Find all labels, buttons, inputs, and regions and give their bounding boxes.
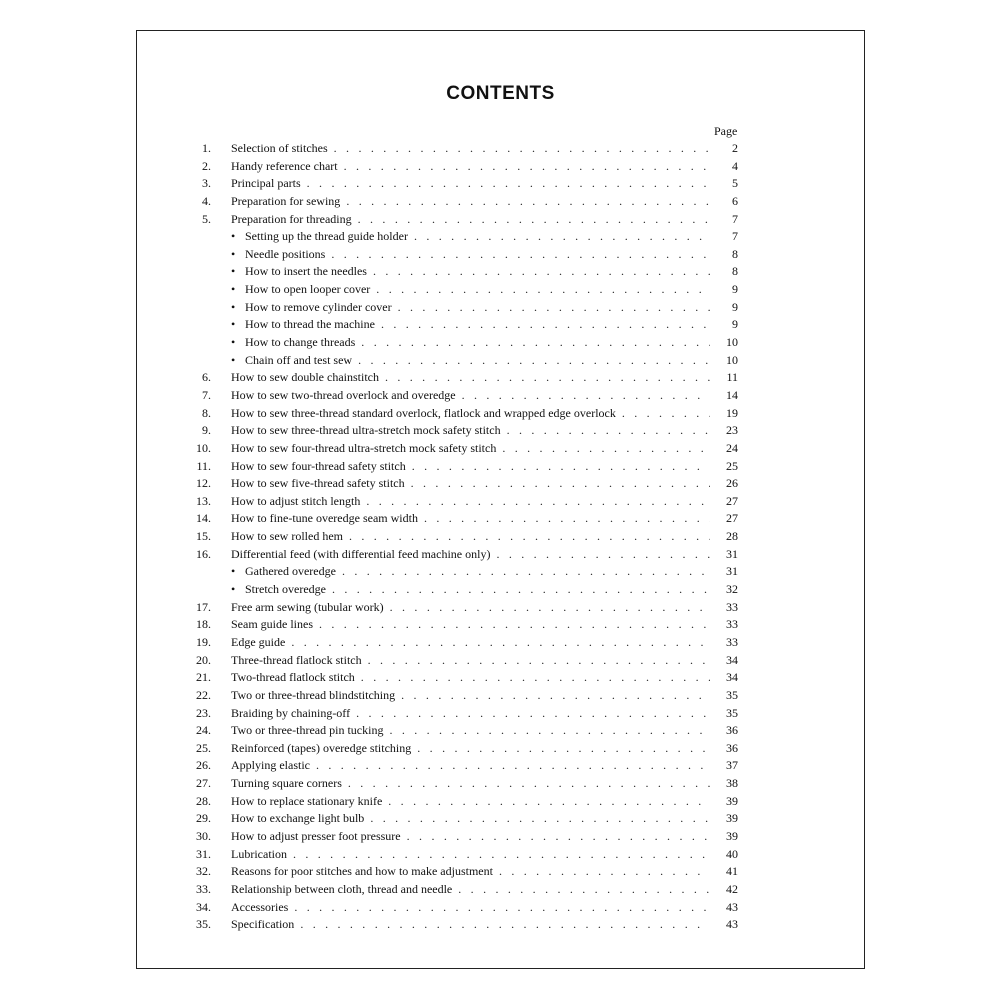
dot-leader bbox=[424, 511, 710, 526]
page-column-heading: Page bbox=[714, 124, 738, 138]
toc-subentry bbox=[165, 335, 738, 353]
entry-number: 20. bbox=[196, 652, 211, 667]
entry-page-number: 41 bbox=[726, 864, 738, 879]
toc-subentry bbox=[165, 317, 738, 335]
entry-label: Specification bbox=[231, 917, 295, 932]
entry-label: Reinforced (tapes) overedge stitching bbox=[231, 740, 412, 755]
entry-label: Braiding by chaining-off bbox=[231, 705, 351, 720]
toc-entry bbox=[165, 441, 738, 459]
entry-label: How to sew double chainstitch bbox=[231, 370, 379, 385]
entry-label: Two-thread flatlock stitch bbox=[231, 670, 355, 685]
entry-number: 4. bbox=[202, 193, 211, 208]
entry-page-number: 33 bbox=[726, 617, 738, 632]
dot-leader bbox=[332, 582, 710, 597]
dot-leader bbox=[331, 247, 710, 262]
dot-leader bbox=[319, 617, 710, 632]
entry-number: 35. bbox=[196, 917, 211, 932]
entry-page-number: 36 bbox=[726, 740, 738, 755]
entry-number: 8. bbox=[202, 405, 211, 420]
entry-label: How to exchange light bulb bbox=[231, 811, 365, 826]
toc-entry bbox=[165, 847, 738, 865]
entry-page-number: 27 bbox=[726, 511, 738, 526]
entry-number: 30. bbox=[196, 828, 211, 843]
dot-leader bbox=[414, 229, 710, 244]
entry-page-number: 7 bbox=[732, 229, 738, 244]
entry-page-number: 40 bbox=[726, 846, 738, 861]
entry-page-number: 35 bbox=[726, 705, 738, 720]
toc-entry bbox=[165, 900, 738, 918]
entry-number: 19. bbox=[196, 634, 211, 649]
dot-leader bbox=[291, 635, 710, 650]
entry-number: 5. bbox=[202, 211, 211, 226]
bullet-icon: • bbox=[231, 582, 236, 597]
entry-page-number: 32 bbox=[726, 582, 738, 597]
entry-label: Lubrication bbox=[231, 846, 287, 861]
dot-leader bbox=[342, 564, 710, 579]
toc-subentry bbox=[165, 564, 738, 582]
entry-page-number: 28 bbox=[726, 529, 738, 544]
entry-label: How to sew rolled hem bbox=[231, 529, 343, 544]
toc-subentry bbox=[165, 247, 738, 265]
dot-leader bbox=[346, 194, 710, 209]
entry-label: Chain off and test sew bbox=[245, 352, 353, 367]
entry-number: 13. bbox=[196, 493, 211, 508]
dot-leader bbox=[417, 741, 710, 756]
entry-page-number: 34 bbox=[726, 670, 738, 685]
entry-number: 32. bbox=[196, 864, 211, 879]
entry-number: 26. bbox=[196, 758, 211, 773]
entry-number: 3. bbox=[202, 176, 211, 191]
entry-label: Accessories bbox=[231, 899, 289, 914]
entry-number: 10. bbox=[196, 440, 211, 455]
dot-leader bbox=[389, 723, 710, 738]
entry-number: 28. bbox=[196, 793, 211, 808]
entry-label: Two or three-thread pin tucking bbox=[231, 723, 384, 738]
toc-entry bbox=[165, 176, 738, 194]
toc-entry bbox=[165, 194, 738, 212]
entry-page-number: 42 bbox=[726, 881, 738, 896]
entry-label: How to remove cylinder cover bbox=[245, 299, 392, 314]
dot-leader bbox=[388, 794, 710, 809]
dot-leader bbox=[294, 900, 710, 915]
dot-leader bbox=[348, 776, 710, 791]
entry-page-number: 23 bbox=[726, 423, 738, 438]
bullet-icon: • bbox=[231, 352, 236, 367]
toc-subentry bbox=[165, 582, 738, 600]
entry-page-number: 33 bbox=[726, 634, 738, 649]
entry-number: 25. bbox=[196, 740, 211, 755]
entry-label: Relationship between cloth, thread and needle bbox=[231, 881, 453, 896]
toc-entry bbox=[165, 459, 738, 477]
entry-label: How to sew four-thread ultra-stretch mock safety stitch bbox=[231, 440, 497, 455]
entry-page-number: 25 bbox=[726, 458, 738, 473]
entry-page-number: 4 bbox=[732, 158, 738, 173]
entry-page-number: 27 bbox=[726, 493, 738, 508]
entry-page-number: 39 bbox=[726, 811, 738, 826]
toc-entry bbox=[165, 423, 738, 441]
toc-entry bbox=[165, 653, 738, 671]
entry-number: 18. bbox=[196, 617, 211, 632]
entry-label: Applying elastic bbox=[231, 758, 310, 773]
entry-page-number: 9 bbox=[732, 317, 738, 332]
entry-page-number: 24 bbox=[726, 440, 738, 455]
entry-number: 27. bbox=[196, 776, 211, 791]
entry-label: Handy reference chart bbox=[231, 158, 338, 173]
dot-leader bbox=[507, 423, 710, 438]
bullet-icon: • bbox=[231, 335, 236, 350]
entry-page-number: 43 bbox=[726, 917, 738, 932]
dot-leader bbox=[334, 141, 710, 156]
dot-leader bbox=[385, 370, 710, 385]
entry-number: 11. bbox=[196, 458, 211, 473]
entry-page-number: 10 bbox=[726, 335, 738, 350]
dot-leader bbox=[458, 882, 710, 897]
toc-entry bbox=[165, 212, 738, 230]
entry-number: 24. bbox=[196, 723, 211, 738]
entry-number: 14. bbox=[196, 511, 211, 526]
dot-leader bbox=[502, 441, 710, 456]
toc-entry bbox=[165, 758, 738, 776]
dot-leader bbox=[496, 547, 710, 562]
dot-leader bbox=[358, 353, 710, 368]
entry-label: Differential feed (with differential feed machine only) bbox=[231, 546, 491, 561]
entry-label: Needle positions bbox=[245, 246, 326, 261]
toc-entry bbox=[165, 476, 738, 494]
entry-label: Selection of stitches bbox=[231, 141, 328, 155]
entry-label: How to adjust presser foot pressure bbox=[231, 828, 401, 843]
toc-entry bbox=[165, 617, 738, 635]
entry-number: 9. bbox=[202, 423, 211, 438]
toc-entry bbox=[165, 882, 738, 900]
toc-entry bbox=[165, 529, 738, 547]
bullet-icon: • bbox=[231, 299, 236, 314]
entry-page-number: 5 bbox=[732, 176, 738, 191]
dot-leader bbox=[344, 159, 710, 174]
entry-label: How to adjust stitch length bbox=[231, 493, 361, 508]
entry-label: Edge guide bbox=[231, 634, 286, 649]
entry-page-number: 39 bbox=[726, 828, 738, 843]
entry-page-number: 9 bbox=[732, 282, 738, 297]
table-of-contents bbox=[165, 141, 738, 935]
page-title: CONTENTS bbox=[446, 83, 555, 104]
dot-leader bbox=[407, 829, 710, 844]
toc-subentry bbox=[165, 300, 738, 318]
document-page bbox=[136, 30, 865, 969]
entry-label: Turning square corners bbox=[231, 776, 342, 791]
entry-number: 17. bbox=[196, 599, 211, 614]
entry-label: Seam guide lines bbox=[231, 617, 313, 632]
entry-number: 7. bbox=[202, 387, 211, 402]
entry-number: 15. bbox=[196, 529, 211, 544]
toc-entry bbox=[165, 547, 738, 565]
toc-entry bbox=[165, 706, 738, 724]
toc-entry bbox=[165, 406, 738, 424]
dot-leader bbox=[381, 317, 710, 332]
entry-page-number: 6 bbox=[732, 193, 738, 208]
entry-page-number: 2 bbox=[732, 141, 738, 155]
toc-entry bbox=[165, 635, 738, 653]
dot-leader bbox=[411, 476, 710, 491]
toc-entry bbox=[165, 600, 738, 618]
toc-entry bbox=[165, 829, 738, 847]
entry-page-number: 36 bbox=[726, 723, 738, 738]
entry-label: Stretch overedge bbox=[245, 582, 326, 597]
entry-label: Preparation for sewing bbox=[231, 193, 341, 208]
toc-subentry bbox=[165, 264, 738, 282]
toc-entry bbox=[165, 776, 738, 794]
toc-entry bbox=[165, 864, 738, 882]
entry-page-number: 7 bbox=[732, 211, 738, 226]
dot-leader bbox=[361, 670, 710, 685]
dot-leader bbox=[622, 406, 710, 421]
entry-label: How to sew three-thread ultra-stretch mock safety stitch bbox=[231, 423, 501, 438]
dot-leader bbox=[412, 459, 710, 474]
entry-label: How to change threads bbox=[245, 335, 356, 350]
dot-leader bbox=[370, 811, 710, 826]
entry-page-number: 34 bbox=[726, 652, 738, 667]
entry-number: 22. bbox=[196, 687, 211, 702]
entry-page-number: 43 bbox=[726, 899, 738, 914]
bullet-icon: • bbox=[231, 246, 236, 261]
toc-entry bbox=[165, 670, 738, 688]
entry-page-number: 37 bbox=[726, 758, 738, 773]
toc-entry bbox=[165, 141, 738, 159]
entry-label: How to insert the needles bbox=[245, 264, 367, 279]
entry-label: Principal parts bbox=[231, 176, 301, 191]
dot-leader bbox=[376, 282, 710, 297]
bullet-icon: • bbox=[231, 229, 236, 244]
dot-leader bbox=[366, 494, 710, 509]
entry-label: How to thread the machine bbox=[245, 317, 375, 332]
entry-number: 34. bbox=[196, 899, 211, 914]
dot-leader bbox=[300, 917, 710, 932]
toc-entry bbox=[165, 511, 738, 529]
entry-number: 33. bbox=[196, 881, 211, 896]
dot-leader bbox=[316, 758, 710, 773]
entry-number: 12. bbox=[196, 476, 211, 491]
entry-label: How to sew two-thread overlock and overedge bbox=[231, 387, 456, 402]
dot-leader bbox=[349, 529, 710, 544]
dot-leader bbox=[398, 300, 710, 315]
entry-number: 16. bbox=[196, 546, 211, 561]
entry-number: 31. bbox=[196, 846, 211, 861]
dot-leader bbox=[401, 688, 710, 703]
entry-page-number: 19 bbox=[726, 405, 738, 420]
entry-number: 1. bbox=[202, 141, 211, 155]
entry-page-number: 11 bbox=[726, 370, 738, 385]
toc-entry bbox=[165, 370, 738, 388]
entry-page-number: 31 bbox=[726, 546, 738, 561]
entry-label: How to sew four-thread safety stitch bbox=[231, 458, 406, 473]
entry-number: 29. bbox=[196, 811, 211, 826]
dot-leader bbox=[499, 864, 710, 879]
entry-page-number: 8 bbox=[732, 264, 738, 279]
entry-page-number: 39 bbox=[726, 793, 738, 808]
dot-leader bbox=[390, 600, 710, 615]
dot-leader bbox=[373, 264, 710, 279]
entry-label: Gathered overedge bbox=[245, 564, 336, 579]
dot-leader bbox=[462, 388, 710, 403]
toc-entry bbox=[165, 494, 738, 512]
bullet-icon: • bbox=[231, 264, 236, 279]
entry-page-number: 35 bbox=[726, 687, 738, 702]
toc-entry bbox=[165, 811, 738, 829]
dot-leader bbox=[361, 335, 710, 350]
toc-subentry bbox=[165, 229, 738, 247]
entry-label: Preparation for threading bbox=[231, 211, 352, 226]
entry-number: 2. bbox=[202, 158, 211, 173]
entry-page-number: 33 bbox=[726, 599, 738, 614]
entry-label: How to replace stationary knife bbox=[231, 793, 383, 808]
entry-label: How to sew three-thread standard overlock, flatlock and wrapped edge overlock bbox=[231, 405, 616, 420]
entry-label: Free arm sewing (tubular work) bbox=[231, 599, 384, 614]
entry-number: 23. bbox=[196, 705, 211, 720]
toc-subentry bbox=[165, 353, 738, 371]
dot-leader bbox=[358, 212, 710, 227]
dot-leader bbox=[368, 653, 710, 668]
entry-page-number: 38 bbox=[726, 776, 738, 791]
entry-page-number: 8 bbox=[732, 246, 738, 261]
entry-page-number: 9 bbox=[732, 299, 738, 314]
dot-leader bbox=[293, 847, 710, 862]
dot-leader bbox=[356, 706, 710, 721]
toc-entry bbox=[165, 723, 738, 741]
entry-label: Three-thread flatlock stitch bbox=[231, 652, 362, 667]
entry-label: How to open looper cover bbox=[245, 282, 371, 297]
toc-entry bbox=[165, 917, 738, 935]
entry-label: How to fine-tune overedge seam width bbox=[231, 511, 418, 526]
entry-page-number: 10 bbox=[726, 352, 738, 367]
dot-leader bbox=[307, 176, 710, 191]
entry-number: 6. bbox=[202, 370, 211, 385]
bullet-icon: • bbox=[231, 317, 236, 332]
entry-label: Two or three-thread blindstitching bbox=[231, 687, 396, 702]
toc-entry bbox=[165, 159, 738, 177]
entry-label: Reasons for poor stitches and how to make adjustment bbox=[231, 864, 493, 879]
entry-page-number: 14 bbox=[726, 387, 738, 402]
entry-label: How to sew five-thread safety stitch bbox=[231, 476, 405, 491]
entry-label: Setting up the thread guide holder bbox=[245, 229, 408, 244]
toc-entry bbox=[165, 741, 738, 759]
entry-page-number: 31 bbox=[726, 564, 738, 579]
toc-entry bbox=[165, 388, 738, 406]
toc-entry bbox=[165, 688, 738, 706]
toc-subentry bbox=[165, 282, 738, 300]
toc-entry bbox=[165, 794, 738, 812]
entry-number: 21. bbox=[196, 670, 211, 685]
bullet-icon: • bbox=[231, 564, 236, 579]
bullet-icon: • bbox=[231, 282, 236, 297]
entry-page-number: 26 bbox=[726, 476, 738, 491]
